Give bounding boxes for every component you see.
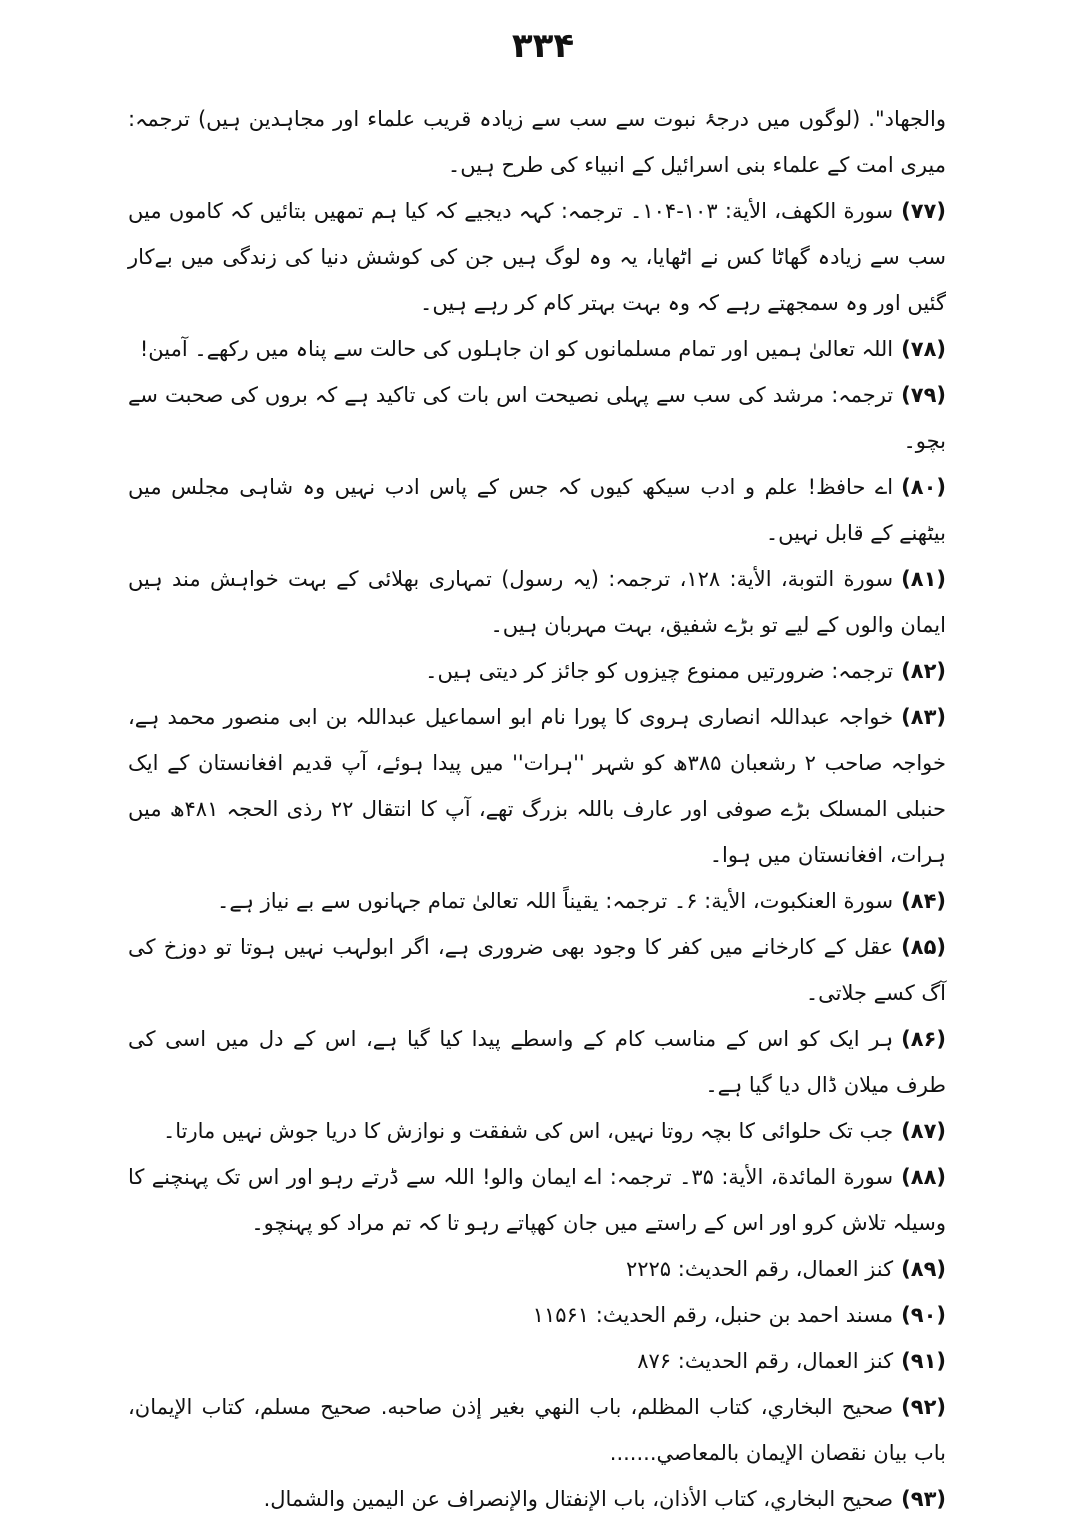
footnote-84 [128,878,946,924]
footnote-number: (۹۱) [901,1349,946,1373]
footnote-91 [128,1338,946,1384]
footnote-81 [128,556,946,648]
page-number: ۳۳۴ [511,26,575,66]
footnote-77 [128,188,946,326]
footnote-text: ہر ایک کو اس کے مناسب کام کے واسطے پیدا کیا گیا ہے، اس کے دل میں اسی کی طرف میلان ڈال دیا گیا ہے۔ [128,1027,946,1097]
footnote-text: کنز العمال، رقم الحدیث: ۲۲۲۵ [625,1257,894,1281]
footnote-number: (۸۱) [901,567,947,591]
footnote-text: جب تک حلوائی کا بچہ روتا نہیں، اس کی شفقت و نوازش کا دریا جوش نہیں مارتا۔ [162,1119,894,1143]
footnote-text: کنز العمال، رقم الحدیث: ۸۷۶ [637,1349,894,1373]
footnote-number: (۸۷) [901,1119,946,1143]
footnote-88 [128,1154,946,1246]
footnote-92 [128,1384,946,1476]
footnote-89 [128,1246,946,1292]
footnote-text: ترجمہ: مرشد کی سب سے پہلی نصیحت اس بات کی تاکید ہے کہ بروں کی صحبت سے بچو۔ [128,383,946,453]
footnote-text: ترجمہ: ضرورتیں ممنوع چیزوں کو جائز کر دیتی ہیں۔ [425,659,894,683]
footnote-79 [128,372,946,464]
footnote-number: (۸۶) [901,1027,946,1051]
footnote-text: صحيح البخاري، كتاب الأذان، باب الإنفتال والإنصراف عن اليمين والشمال. [263,1487,894,1511]
footnote-number: (۸۳) [901,705,946,729]
footnote-text: مسند احمد بن حنبل، رقم الحدیث: ۱۱۵۶۱ [532,1303,894,1327]
footnote-text: اے حافظ! علم و ادب سیکھ کیوں کہ جس کے پاس ادب نہیں وہ شاہی مجلس میں بیٹھنے کے قابل نہیں۔ [128,475,946,545]
footnote-number: (۷۸) [901,337,946,361]
footnote-87 [128,1108,946,1154]
footnote-93 [128,1476,946,1522]
footnote-number: (۹۰) [901,1303,946,1327]
footnote-text: سورة المائدة، الأية: ۳۵۔ ترجمہ: اے ایمان والو! اللہ سے ڈرتے رہو اور اس تک پہنچنے کا وسیلہ تلاش کرو اور اس کے راستے میں جان کھپاتے رہو تا کہ تم مراد کو پہنچو۔ [128,1165,946,1235]
footnote-text: خواجہ عبداللہ انصاری ہروی کا پورا نام ابو اسماعیل عبداللہ بن ابی منصور محمد ہے، خواجہ صاحب ۲ رشعبان ۳۸۵ھ کو شہر ''ہرات'' میں پیدا ہوئے، آپ قدیم افغانستان کے ایک حنبلی المسلک بڑے صوفی اور عارف باللہ بزرگ تھے، آپ کا انتقال ۲۲ رذی الحجہ ۴۸۱ھ میں ہرات، افغانستان میں ہوا۔ [128,705,946,867]
footnote-number: (۸۲) [901,659,946,683]
footnote-number: (۸۰) [901,475,946,499]
footnote-text: صحيح البخاري، كتاب المظلم، باب النهي بغير إذن صاحبه. صحيح مسلم، كتاب الإيمان، باب بيان نقصان الإيمان بالمعاصي....... [128,1395,946,1465]
footnote-number: (۷۷) [901,199,946,223]
footnote-85 [128,924,946,1016]
footnote-78 [128,326,946,372]
footnote-90 [128,1292,946,1338]
footnote-80 [128,464,946,556]
footnote-text: عقل کے کارخانے میں کفر کا وجود بھی ضروری ہے، اگر ابولہب نہیں ہوتا تو دوزخ کی آگ کسے جلاتی۔ [128,935,946,1005]
footnote-number: (۸۵) [901,935,946,959]
footnote-text: سورة الكهف، الأية: ۱۰۳-۱۰۴۔ ترجمہ: کہہ دیجیے کہ کیا ہم تمھیں بتائیں کہ کاموں میں سب سے زیادہ گھاٹا کس نے اٹھایا، یہ وہ لوگ ہیں جن کی کوشش دنیا کی زندگی میں بےکار گئیں اور وہ سمجھتے رہے کہ وہ بہت بہتر کام کر رہے ہیں۔ [128,199,946,315]
footnote-text: سورة التوبة، الأية: ۱۲۸، ترجمہ: (یہ رسول) تمہاری بھلائی کے بہت خواہش مند ہیں ایمان والوں کے لیے تو بڑے شفیق، بہت مہربان ہیں۔ [128,567,946,637]
footnote-text: اللہ تعالیٰ ہمیں اور تمام مسلمانوں کو ان جاہلوں کی حالت سے پناہ میں رکھے۔ آمین! [139,337,894,361]
footnotes-list [128,96,946,1522]
footnote-86 [128,1016,946,1108]
footnote-number: (۸۸) [901,1165,946,1189]
footnote-text: سورة العنكبوت، الأية: ۶۔ ترجمہ: یقیناً اللہ تعالیٰ تمام جہانوں سے بے نیاز ہے۔ [217,889,894,913]
footnote-text: والجهاد". (لوگوں میں درجۂ نبوت سے سب سے زیادہ قریب علماء اور مجاہدین ہیں) ترجمہ: میری امت کے علماء بنی اسرائیل کے انبیاء کی طرح ہیں۔ [128,107,946,177]
footnote-82 [128,648,946,694]
footnote-83 [128,694,946,878]
footnote-number: (۹۲) [901,1395,946,1419]
footnote-cont [128,96,946,188]
footnote-number: (۹۳) [901,1487,946,1511]
footnote-number: (۷۹) [901,383,946,407]
footnote-number: (۸۹) [901,1257,946,1281]
footnote-number: (۸۴) [901,889,946,913]
